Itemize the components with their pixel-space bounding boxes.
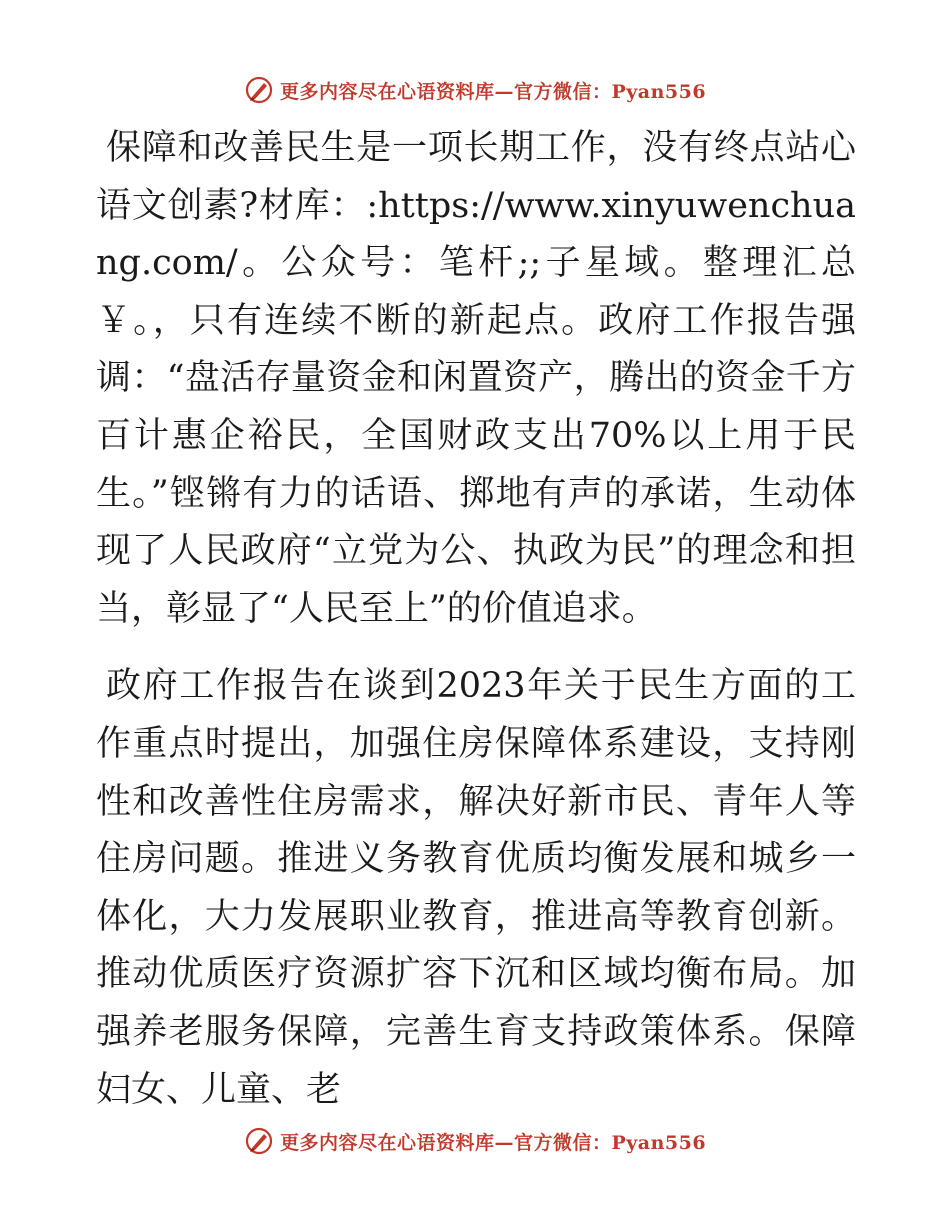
header-banner-text: 更多内容尽在心语资料库—官方微信：Pyan556 [279,80,707,103]
paragraph-1: 保障和改善民生是一项长期工作，没有终点站心语文创素?材库：:https://www.xinyuwenchuang.com/。公众号：笔杆;;子星域。整理汇总￥。，只有连续不断的新起点。政府工作报告强调：“盘活存量资金和闲置资产，腾出的资金千方百计惠企裕民，全国财政支出70%以上用于民生。”铿锵有力的话语、掷地有声的承诺，生动体现了人民政府“立党为公、执政为民”的理念和担当，彰显了“人民至上”的价值追求。 [96,128,856,629]
header-banner [0,73,950,107]
paragraph-2: 政府工作报告在谈到2023年关于民生方面的工作重点时提出，加强住房保障体系建设，支持刚性和改善性住房需求，解决好新市民、青年人等住房问题。推进义务教育优质均衡发展和城乡一体化，大力发展职业教育，推进高等教育创新。推动优质医疗资源扩容下沉和区域均衡布局。加强养老服务保障，完善生育支持政策体系。保障妇女、儿童、老 [96,666,856,1110]
document-body [96,120,856,1119]
pen-logo-icon [244,1126,274,1156]
pen-logo-icon [244,75,274,105]
footer-banner-text: 更多内容尽在心语资料库—官方微信：Pyan556 [279,1131,707,1154]
footer-banner [0,1124,950,1158]
